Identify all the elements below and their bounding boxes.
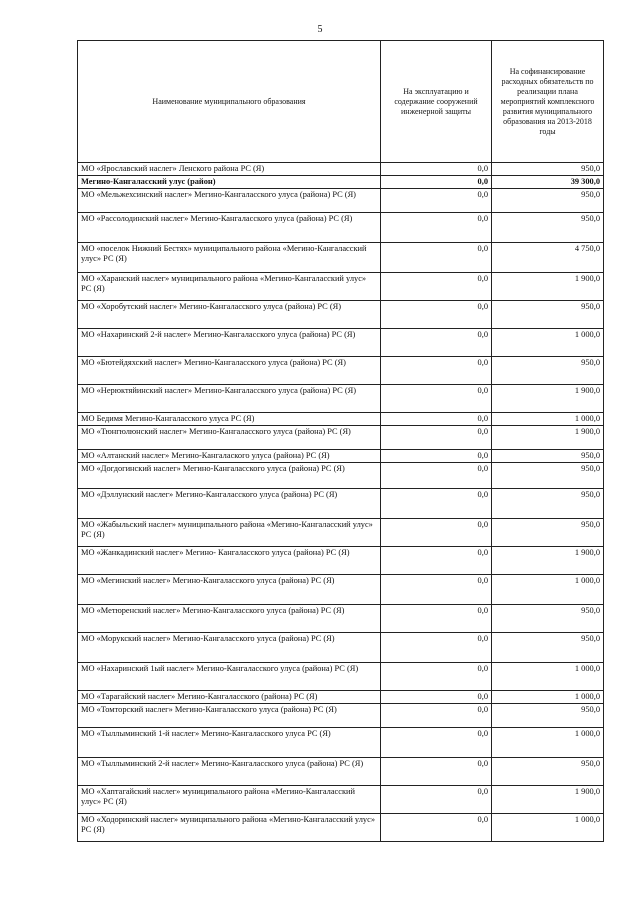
row-maintenance-cell: 0,0 — [381, 385, 492, 413]
row-maintenance-cell: 0,0 — [381, 243, 492, 273]
table-row — [78, 633, 604, 663]
row-name-cell: МО «Метюренский наслег» Мегино-Кангаласского улуса (района) РС (Я) — [78, 605, 381, 633]
row-maintenance-cell: 0,0 — [381, 463, 492, 489]
table-row — [78, 189, 604, 213]
table-row — [78, 728, 604, 758]
row-cofinancing-cell: 1 000,0 — [492, 413, 604, 426]
table-row — [78, 489, 604, 519]
row-cofinancing-cell: 950,0 — [492, 605, 604, 633]
table-row — [78, 519, 604, 547]
row-cofinancing-cell: 1 900,0 — [492, 547, 604, 575]
row-maintenance-cell: 0,0 — [381, 357, 492, 385]
table-row — [78, 463, 604, 489]
row-cofinancing-cell: 39 300,0 — [492, 176, 604, 189]
row-maintenance-cell: 0,0 — [381, 728, 492, 758]
table-row — [78, 704, 604, 728]
table-row — [78, 163, 604, 176]
table-row — [78, 213, 604, 243]
row-name-cell: МО «Алтанский наслег» Мегино-Кангалаского улуса (района) РС (Я) — [78, 450, 381, 463]
column-header-name: Наименование муниципального образования — [78, 41, 381, 163]
row-cofinancing-cell: 1 900,0 — [492, 786, 604, 814]
row-maintenance-cell: 0,0 — [381, 329, 492, 357]
row-name-cell: МО «Томторский наслег» Мегино-Кангаласского улуса (района) РС (Я) — [78, 704, 381, 728]
row-cofinancing-cell: 1 000,0 — [492, 575, 604, 605]
table-row — [78, 357, 604, 385]
row-cofinancing-cell: 950,0 — [492, 213, 604, 243]
row-name-cell: МО «Жабыльский наслег» муниципального района «Мегино-Кангаласский улус» РС (Я) — [78, 519, 381, 547]
row-maintenance-cell: 0,0 — [381, 426, 492, 450]
row-name-cell: МО «Харанский наслег» муниципального района «Мегино-Кангаласский улус» РС (Я) — [78, 273, 381, 301]
table-row — [78, 273, 604, 301]
row-name-cell: МО «Морукский наслег» Мегино-Кангаласского улуса (района) РС (Я) — [78, 633, 381, 663]
row-maintenance-cell: 0,0 — [381, 176, 492, 189]
row-name-cell: МО «Нахаринский 2-й наслег» Мегино-Кангаласского улуса (района) РС (Я) — [78, 329, 381, 357]
table-row — [78, 243, 604, 273]
row-maintenance-cell: 0,0 — [381, 519, 492, 547]
budget-table — [77, 40, 604, 842]
row-name-cell: МО «Нахаринский 1ый наслег» Мегино-Кангаласского улуса (района) РС (Я) — [78, 663, 381, 691]
row-cofinancing-cell: 950,0 — [492, 189, 604, 213]
row-maintenance-cell: 0,0 — [381, 273, 492, 301]
row-maintenance-cell: 0,0 — [381, 489, 492, 519]
row-cofinancing-cell: 1 000,0 — [492, 329, 604, 357]
row-name-cell: МО «Тыллыминский 1-й наслег» Мегино-Кангаласского улуса РС (Я) — [78, 728, 381, 758]
row-cofinancing-cell: 950,0 — [492, 704, 604, 728]
column-header-maintenance: На эксплуатацию и содержание сооружений инженерной защиты — [381, 41, 492, 163]
row-cofinancing-cell: 950,0 — [492, 301, 604, 329]
table-row — [78, 385, 604, 413]
row-name-cell: МО «Дэллунский наслег» Мегино-Кангаласского улуса (района) РС (Я) — [78, 489, 381, 519]
row-name-cell: МО «Ярославский наслег» Ленского района РС (Я) — [78, 163, 381, 176]
row-cofinancing-cell: 1 900,0 — [492, 426, 604, 450]
row-cofinancing-cell: 950,0 — [492, 758, 604, 786]
row-name-cell: МО «Тюнгюлюнский наслег» Мегино-Кангаласского улуса (района) РС (Я) — [78, 426, 381, 450]
table-row — [78, 426, 604, 450]
table-row — [78, 413, 604, 426]
row-cofinancing-cell: 1 000,0 — [492, 814, 604, 842]
table-header — [78, 41, 604, 163]
row-name-cell: МО Бедимя Мегино-Кангаласского улуса РС (Я) — [78, 413, 381, 426]
table-row — [78, 450, 604, 463]
row-name-cell: МО «Тарагайский наслег» Мегино-Кангаласского (района) РС (Я) — [78, 691, 381, 704]
page-number: 5 — [317, 24, 323, 35]
row-maintenance-cell: 0,0 — [381, 704, 492, 728]
table-row — [78, 786, 604, 814]
row-cofinancing-cell: 950,0 — [492, 519, 604, 547]
row-maintenance-cell: 0,0 — [381, 213, 492, 243]
row-name-cell: МО «Нерюктяйинский наслег» Мегино-Кангаласского улуса (района) РС (Я) — [78, 385, 381, 413]
row-maintenance-cell: 0,0 — [381, 633, 492, 663]
row-cofinancing-cell: 1 900,0 — [492, 273, 604, 301]
row-cofinancing-cell: 1 000,0 — [492, 691, 604, 704]
row-name-cell: МО «Хоробутский наслег» Мегино-Кангаласского улуса (района) РС (Я) — [78, 301, 381, 329]
table-row — [78, 547, 604, 575]
row-name-cell: МО «Жанкадинский наслег» Мегино- Кангаласского улуса (района) РС (Я) — [78, 547, 381, 575]
row-name-cell: МО «Хаптагайский наслег» муниципального района «Мегино-Кангаласский улус» РС (Я) — [78, 786, 381, 814]
table-row — [78, 301, 604, 329]
row-name-cell: МО «поселок Нижний Бестях» муниципального района «Мегино-Кангаласский улус» РС (Я) — [78, 243, 381, 273]
row-cofinancing-cell: 1 000,0 — [492, 663, 604, 691]
row-name-cell: МО «Бютейдяхский наслег» Мегино-Кангаласского улуса (района) РС (Я) — [78, 357, 381, 385]
table-row — [78, 691, 604, 704]
row-maintenance-cell: 0,0 — [381, 547, 492, 575]
row-cofinancing-cell: 950,0 — [492, 450, 604, 463]
row-name-cell: МО «Рассолодинский наслег» Мегино-Кангаласского улуса (района) РС (Я) — [78, 213, 381, 243]
table-row — [78, 663, 604, 691]
row-maintenance-cell: 0,0 — [381, 814, 492, 842]
row-cofinancing-cell: 4 750,0 — [492, 243, 604, 273]
table-row — [78, 758, 604, 786]
row-name-cell: МО «Мегинский наслег» Мегино-Кангаласского улуса (района) РС (Я) — [78, 575, 381, 605]
row-maintenance-cell: 0,0 — [381, 663, 492, 691]
row-maintenance-cell: 0,0 — [381, 691, 492, 704]
row-maintenance-cell: 0,0 — [381, 163, 492, 176]
column-header-cofinancing: На софинансирование расходных обязательств по реализации плана мероприятий комплексного развития муниципального образования на 2013-2018 годы — [492, 41, 604, 163]
row-cofinancing-cell: 950,0 — [492, 463, 604, 489]
row-maintenance-cell: 0,0 — [381, 605, 492, 633]
row-name-cell: МО «Мельжехсинский наслег» Мегино-Кангаласского улуса (района) РС (Я) — [78, 189, 381, 213]
row-maintenance-cell: 0,0 — [381, 301, 492, 329]
table-row — [78, 575, 604, 605]
table-row — [78, 605, 604, 633]
row-cofinancing-cell: 950,0 — [492, 357, 604, 385]
row-name-cell: Мегино-Кангаласский улус (район) — [78, 176, 381, 189]
row-cofinancing-cell: 1 000,0 — [492, 728, 604, 758]
row-maintenance-cell: 0,0 — [381, 758, 492, 786]
row-maintenance-cell: 0,0 — [381, 450, 492, 463]
row-cofinancing-cell: 950,0 — [492, 489, 604, 519]
row-name-cell: МО «Догдогинский наслег» Мегино-Кангаласского улуса (района) РС (Я) — [78, 463, 381, 489]
row-maintenance-cell: 0,0 — [381, 786, 492, 814]
row-cofinancing-cell: 950,0 — [492, 163, 604, 176]
row-maintenance-cell: 0,0 — [381, 413, 492, 426]
table-row — [78, 814, 604, 842]
row-maintenance-cell: 0,0 — [381, 575, 492, 605]
row-cofinancing-cell: 950,0 — [492, 633, 604, 663]
row-cofinancing-cell: 1 900,0 — [492, 385, 604, 413]
table-row — [78, 176, 604, 189]
row-name-cell: МО «Ходоринский наслег» муниципального района «Мегино-Кангаласский улус» РС (Я) — [78, 814, 381, 842]
row-name-cell: МО «Тыллыминский 2-й наслег» Мегино-Кангаласского улуса (района) РС (Я) — [78, 758, 381, 786]
row-maintenance-cell: 0,0 — [381, 189, 492, 213]
table-row — [78, 329, 604, 357]
table-body — [78, 163, 604, 842]
